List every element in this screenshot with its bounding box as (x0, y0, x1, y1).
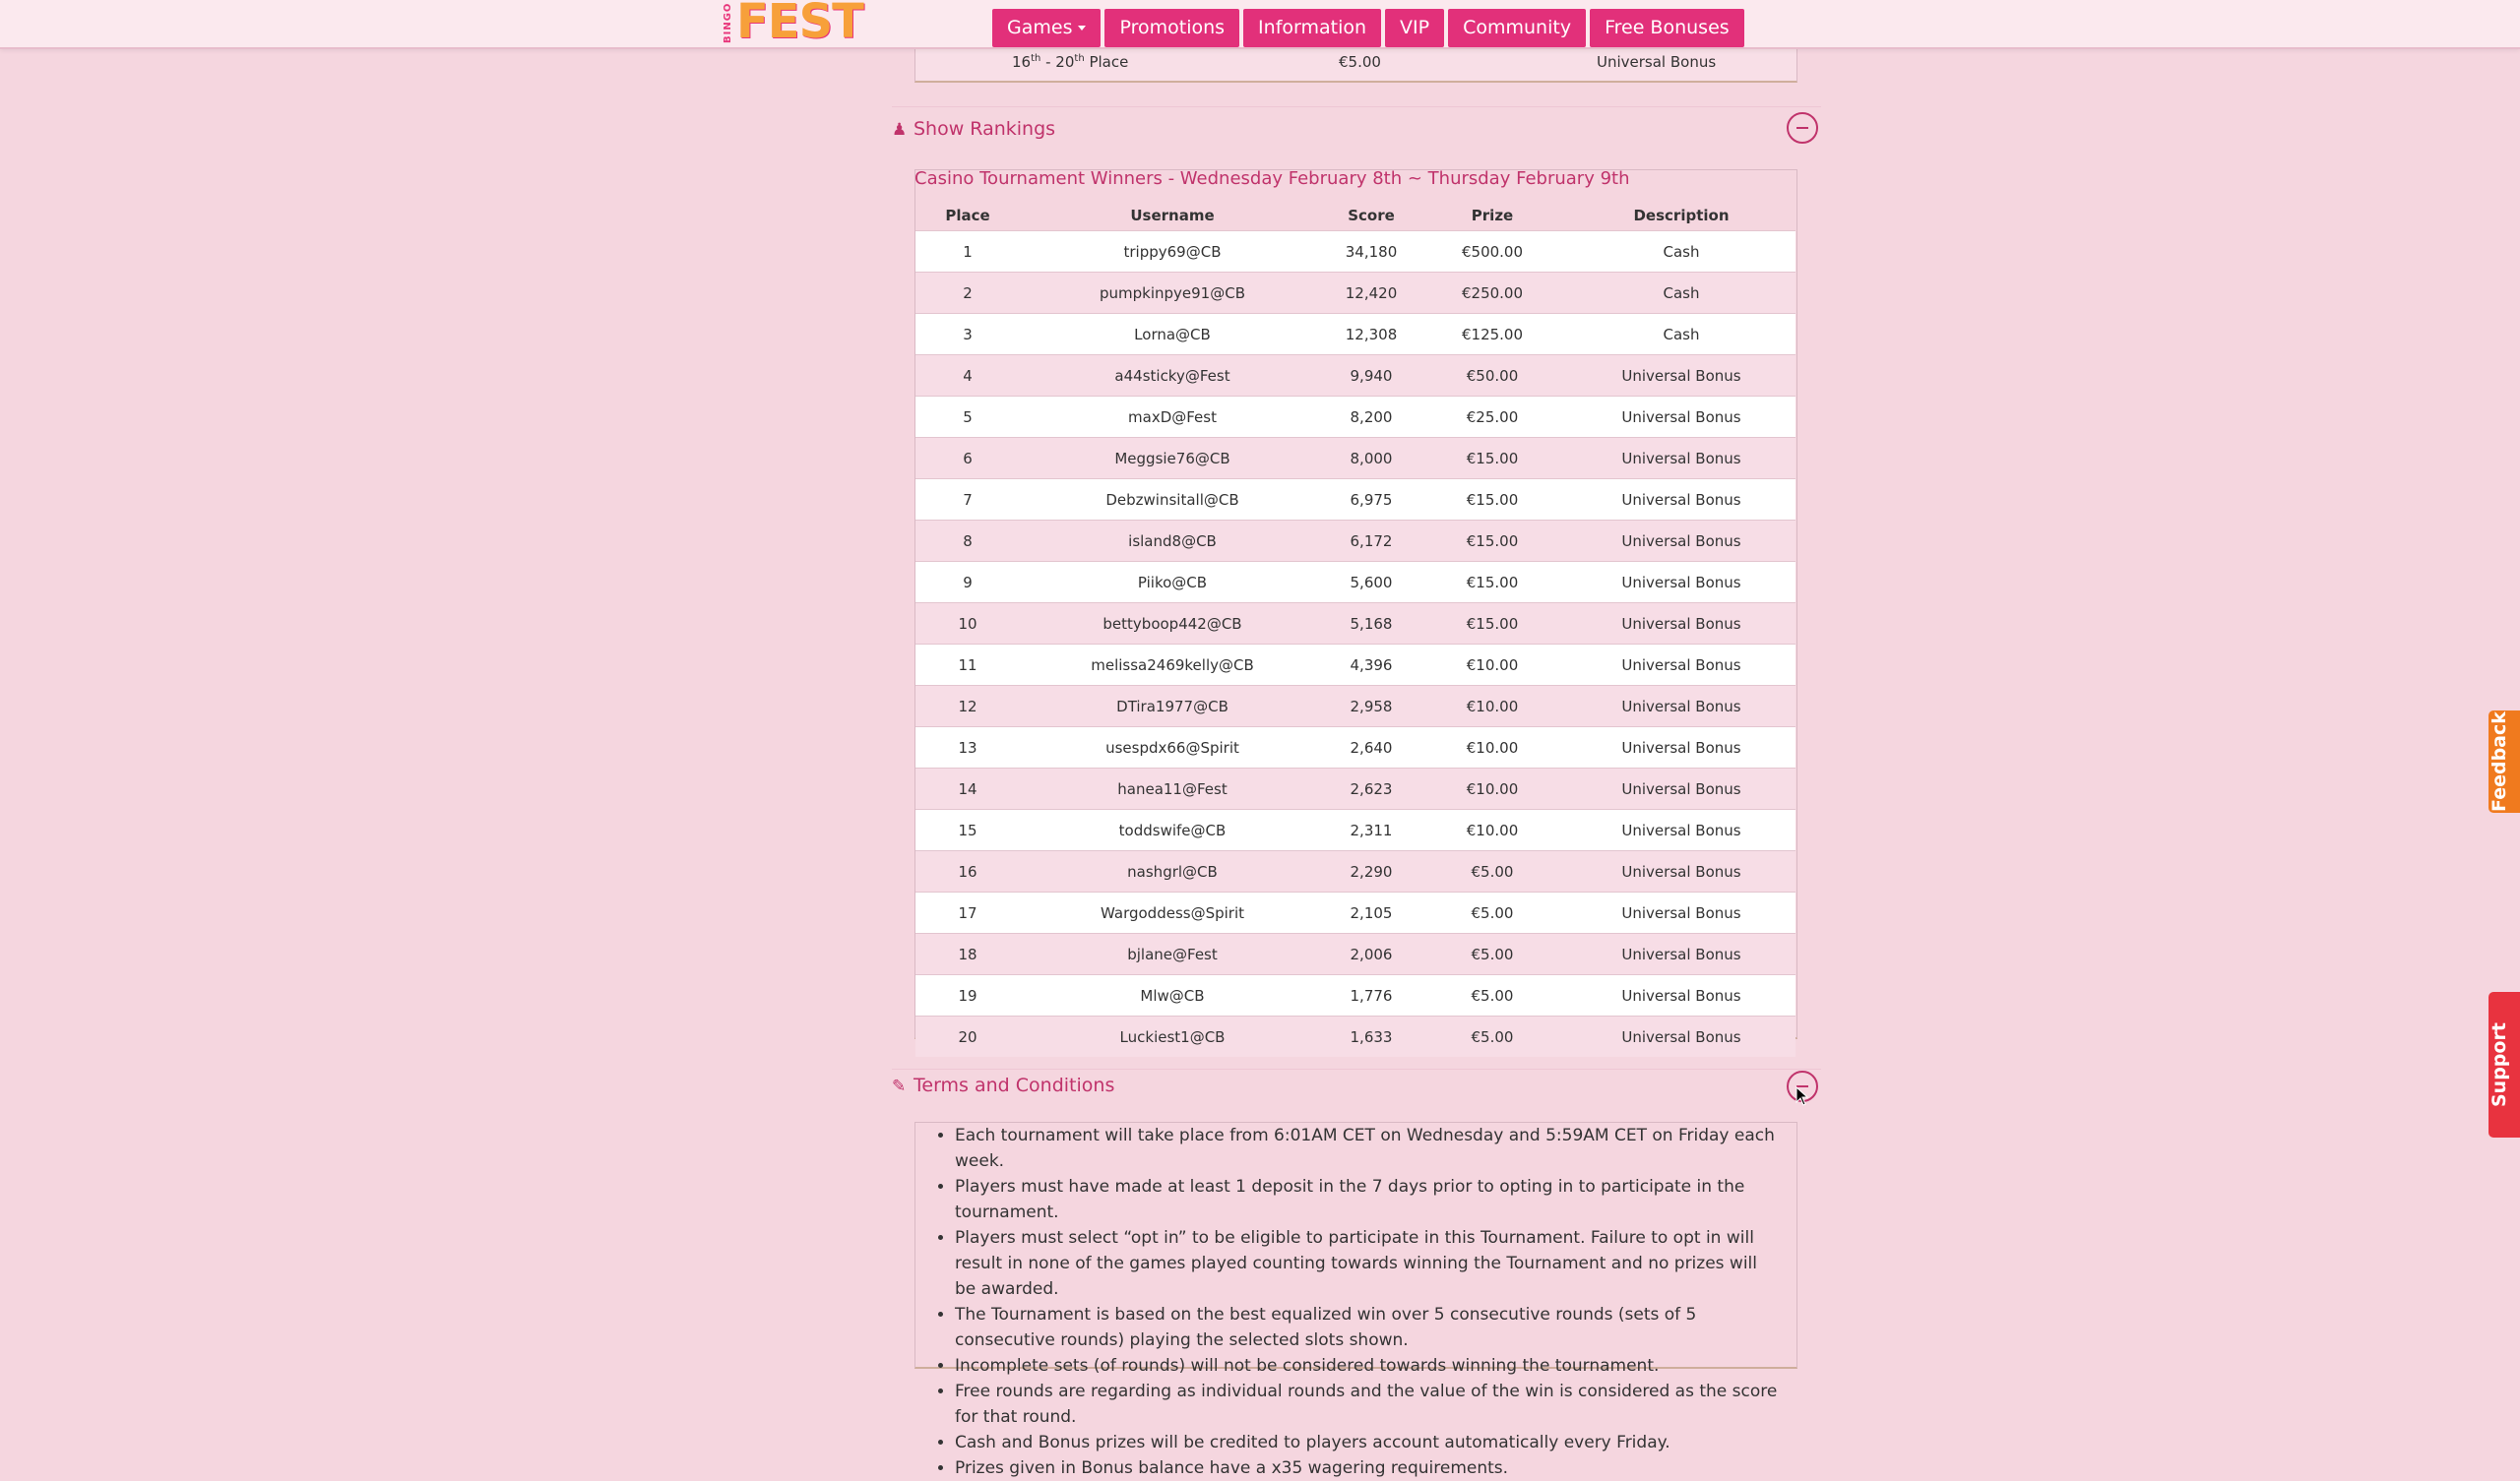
nav-free-bonuses[interactable]: Free Bonuses (1590, 9, 1744, 47)
cell-username: Mlw@CB (1020, 975, 1325, 1017)
cell-description: Universal Bonus (1567, 686, 1796, 727)
cell-username: Wargoddess@Spirit (1020, 893, 1325, 934)
cell-username: Piiko@CB (1020, 562, 1325, 603)
cell-score: 4,396 (1325, 645, 1418, 686)
cell-description: Universal Bonus (1567, 893, 1796, 934)
bingo-fest-logo[interactable] (723, 0, 863, 49)
table-row (915, 521, 1796, 562)
cell-username: Lorna@CB (1020, 314, 1325, 355)
cell-prize: €5.00 (1418, 975, 1567, 1017)
feedback-tab[interactable]: Feedback (2488, 710, 2520, 813)
cell-description: Universal Bonus (1567, 975, 1796, 1017)
cell-prize: €10.00 (1418, 769, 1567, 810)
cell-prize: €15.00 (1418, 479, 1567, 521)
nav-games[interactable] (992, 9, 1101, 47)
terms-header[interactable] (892, 1075, 1114, 1096)
cell-score: 12,308 (1325, 314, 1418, 355)
table-row (915, 727, 1796, 769)
cell-place: 10 (915, 603, 1020, 645)
cell-prize: €5.00 (1418, 893, 1567, 934)
cell-score: 8,200 (1325, 397, 1418, 438)
cell-place: 11 (915, 645, 1020, 686)
cell-place: 20 (915, 1017, 1020, 1058)
cell-prize: €5.00 (1418, 1017, 1567, 1058)
cell-place: 14 (915, 769, 1020, 810)
table-header-row (915, 201, 1796, 231)
chevron-down-icon (1078, 26, 1086, 31)
cell-prize: €10.00 (1418, 727, 1567, 769)
cell-description: Universal Bonus (1567, 397, 1796, 438)
trophy-icon: ♟ (892, 120, 908, 140)
show-rankings-header[interactable] (892, 118, 1055, 140)
cell-place: 19 (915, 975, 1020, 1017)
cell-score: 2,623 (1325, 769, 1418, 810)
cell-description: Universal Bonus (1567, 851, 1796, 893)
table-row (915, 231, 1796, 273)
cell-score: 5,600 (1325, 562, 1418, 603)
terms-item: • The Tournament is based on the best equalized win over 5 consecutive rounds (sets of 5 consecutive rounds) playing the selected slots shown. (955, 1302, 1782, 1353)
cell-description: Universal Bonus (1567, 934, 1796, 975)
nav-vip[interactable]: VIP (1385, 9, 1444, 47)
cell-score: 12,420 (1325, 273, 1418, 314)
cell-score: 1,776 (1325, 975, 1418, 1017)
show-rankings-label: Show Rankings (914, 118, 1056, 140)
cell-score: 1,633 (1325, 1017, 1418, 1058)
cell-username: island8@CB (1020, 521, 1325, 562)
cell-username: trippy69@CB (1020, 231, 1325, 273)
terms-panel (914, 1122, 1797, 1478)
terms-item: • Players must have made at least 1 deposit in the 7 days prior to opting in to participate in the tournament. (955, 1174, 1782, 1225)
cell-place: 3 (915, 314, 1020, 355)
cell-description: Cash (1567, 273, 1796, 314)
cell-username: melissa2469kelly@CB (1020, 645, 1325, 686)
nav-games-label: Games (1007, 17, 1073, 38)
nav-information[interactable]: Information (1243, 9, 1381, 47)
cell-score: 8,000 (1325, 438, 1418, 479)
col-place: Place (945, 207, 990, 224)
cell-score: 2,958 (1325, 686, 1418, 727)
cell-username: bettyboop442@CB (1020, 603, 1325, 645)
cell-place: 17 (915, 893, 1020, 934)
prev-prize: €5.00 (1339, 53, 1381, 71)
cell-score: 6,975 (1325, 479, 1418, 521)
cell-place: 15 (915, 810, 1020, 851)
cell-description: Universal Bonus (1567, 645, 1796, 686)
nav-community[interactable]: Community (1448, 9, 1586, 47)
top-navbar (0, 0, 2520, 49)
cell-score: 34,180 (1325, 231, 1418, 273)
cell-username: Meggsie76@CB (1020, 438, 1325, 479)
terms-item: • Players must select “opt in” to be eligible to participate in this Tournament. Failure to opt in will result in none of the games played counting towards winning the Tournament and no prizes will be awarded. (955, 1225, 1782, 1302)
cell-prize: €15.00 (1418, 438, 1567, 479)
cell-description: Cash (1567, 231, 1796, 273)
divider (892, 106, 1821, 107)
cell-username: Debzwinsitall@CB (1020, 479, 1325, 521)
table-row (915, 975, 1796, 1017)
cell-prize: €10.00 (1418, 810, 1567, 851)
cell-username: nashgrl@CB (1020, 851, 1325, 893)
cell-username: Luckiest1@CB (1020, 1017, 1325, 1058)
cell-username: a44sticky@Fest (1020, 355, 1325, 397)
cell-prize: €15.00 (1418, 521, 1567, 562)
table-row (915, 1017, 1796, 1058)
rankings-collapse-toggle[interactable] (1787, 112, 1818, 144)
cell-place: 8 (915, 521, 1020, 562)
cell-prize: €25.00 (1418, 397, 1567, 438)
logo-fest-text: FEST (736, 0, 863, 49)
cell-username: toddswife@CB (1020, 810, 1325, 851)
terms-item: • Cash and Bonus prizes will be credited to players account automatically every Friday. (955, 1430, 1782, 1455)
cell-place: 2 (915, 273, 1020, 314)
col-prize: Prize (1471, 207, 1514, 224)
table-row (915, 810, 1796, 851)
cell-prize: €250.00 (1418, 273, 1567, 314)
terms-label: Terms and Conditions (914, 1075, 1115, 1096)
cell-score: 2,640 (1325, 727, 1418, 769)
table-row (915, 397, 1796, 438)
cell-score: 9,940 (1325, 355, 1418, 397)
support-tab[interactable]: Support (2488, 992, 2520, 1138)
main-nav (992, 9, 1744, 47)
prev-prize-table-row (914, 47, 1797, 83)
cell-place: 5 (915, 397, 1020, 438)
cell-description: Universal Bonus (1567, 479, 1796, 521)
cell-description: Universal Bonus (1567, 562, 1796, 603)
terms-item: • Incomplete sets (of rounds) will not be considered towards winning the tournament. (955, 1353, 1782, 1379)
cell-prize: €15.00 (1418, 562, 1567, 603)
table-row (915, 893, 1796, 934)
terms-item: • Each tournament will take place from 6:01AM CET on Wednesday and 5:59AM CET on Friday each week. (955, 1123, 1782, 1174)
table-row (915, 438, 1796, 479)
cell-place: 18 (915, 934, 1020, 975)
pencil-icon: ✎ (892, 1077, 907, 1096)
cell-username: hanea11@Fest (1020, 769, 1325, 810)
cell-prize: €5.00 (1418, 851, 1567, 893)
prev-description: Universal Bonus (1597, 53, 1717, 71)
logo-bingo-text: BINGO (723, 2, 733, 43)
mouse-cursor-icon (1796, 1086, 1809, 1106)
table-row (915, 851, 1796, 893)
cell-prize: €15.00 (1418, 603, 1567, 645)
cell-description: Universal Bonus (1567, 521, 1796, 562)
cell-prize: €50.00 (1418, 355, 1567, 397)
cell-score: 6,172 (1325, 521, 1418, 562)
cell-description: Cash (1567, 314, 1796, 355)
nav-promotions[interactable]: Promotions (1104, 9, 1239, 47)
table-row (915, 355, 1796, 397)
cell-prize: €10.00 (1418, 686, 1567, 727)
prev-place: 16th - 20th Place (1012, 53, 1129, 71)
terms-item: • Prizes given in Bonus balance have a x35 wagering requirements. (955, 1455, 1782, 1481)
cell-description: Universal Bonus (1567, 727, 1796, 769)
cell-place: 6 (915, 438, 1020, 479)
cell-score: 5,168 (1325, 603, 1418, 645)
cell-username: maxD@Fest (1020, 397, 1325, 438)
cell-prize: €125.00 (1418, 314, 1567, 355)
col-username: Username (1130, 207, 1215, 224)
col-description: Description (1633, 207, 1730, 224)
cell-username: usespdx66@Spirit (1020, 727, 1325, 769)
cell-place: 16 (915, 851, 1020, 893)
cell-description: Universal Bonus (1567, 810, 1796, 851)
table-row (915, 479, 1796, 521)
table-row (915, 314, 1796, 355)
cell-score: 2,105 (1325, 893, 1418, 934)
table-row (915, 934, 1796, 975)
rankings-title: Casino Tournament Winners - Wednesday February 8th ~ Thursday February 9th (914, 168, 1630, 189)
table-row (915, 603, 1796, 645)
table-row (915, 769, 1796, 810)
table-row (915, 562, 1796, 603)
cell-username: pumpkinpye91@CB (1020, 273, 1325, 314)
cell-description: Universal Bonus (1567, 603, 1796, 645)
cell-prize: €10.00 (1418, 645, 1567, 686)
cell-score: 2,311 (1325, 810, 1418, 851)
cell-place: 13 (915, 727, 1020, 769)
cell-place: 4 (915, 355, 1020, 397)
cell-description: Universal Bonus (1567, 1017, 1796, 1058)
table-row (915, 645, 1796, 686)
table-row (915, 686, 1796, 727)
cell-place: 1 (915, 231, 1020, 273)
cell-description: Universal Bonus (1567, 438, 1796, 479)
cell-username: DTira1977@CB (1020, 686, 1325, 727)
col-score: Score (1348, 207, 1395, 224)
divider (892, 1069, 1821, 1070)
cell-place: 12 (915, 686, 1020, 727)
cell-prize: €5.00 (1418, 934, 1567, 975)
cell-score: 2,006 (1325, 934, 1418, 975)
cell-prize: €500.00 (1418, 231, 1567, 273)
cell-description: Universal Bonus (1567, 355, 1796, 397)
cell-description: Universal Bonus (1567, 769, 1796, 810)
terms-item: • Free rounds are regarding as individual rounds and the value of the win is considered as the score for that round. (955, 1379, 1782, 1430)
table-row (915, 273, 1796, 314)
terms-list (915, 1123, 1782, 1481)
cell-score: 2,290 (1325, 851, 1418, 893)
cell-place: 9 (915, 562, 1020, 603)
cell-place: 7 (915, 479, 1020, 521)
rankings-table (915, 201, 1796, 1057)
cell-username: bjlane@Fest (1020, 934, 1325, 975)
